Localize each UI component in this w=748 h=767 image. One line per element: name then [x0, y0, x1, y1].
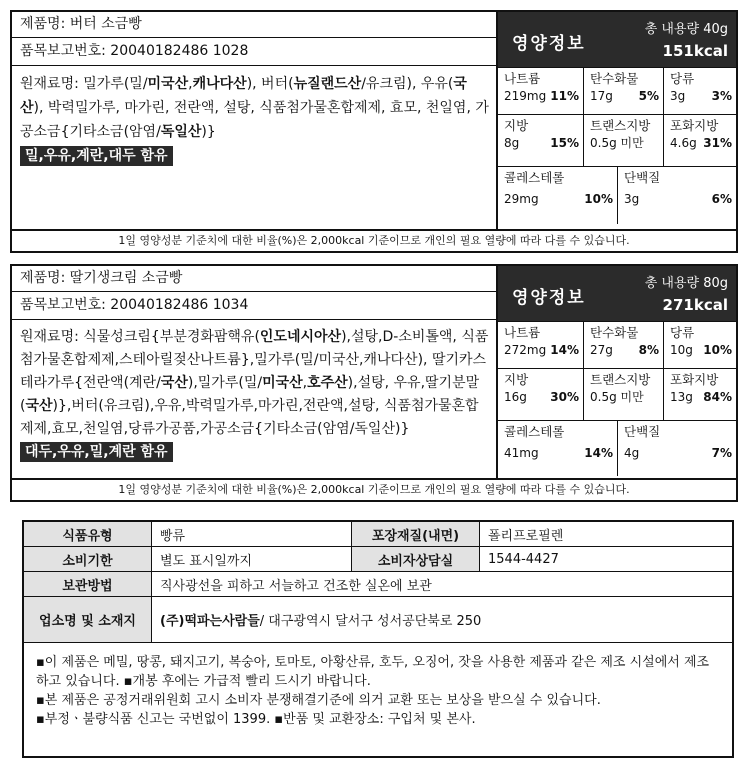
nutrient-fat: 지방 16g 30% — [498, 369, 584, 420]
expiry-value: 별도 표시일까지 — [152, 547, 352, 571]
nutrient-trans-fat: 트랜스지방 0.5g 미만 — [584, 369, 664, 420]
nutrition-row — [498, 68, 736, 115]
ingredients-text: ), 박력밀가루, 마가린, 전란액, 설탕, 식품첨가물혼합제제, 효모, 천일염, 가공소금{기타소금(암염/ — [20, 100, 489, 140]
note-compensation: ▪본 제품은 공정거래위원회 고시 소비자 분쟁해결기준에 의거 교환 또는 보상을 받으실 수 있습니다. — [36, 693, 601, 708]
info-row-food-type — [24, 522, 732, 547]
ingredients — [12, 66, 496, 168]
nutrition-row — [498, 167, 736, 224]
nutrition-row — [498, 115, 736, 167]
label-strawberry-cream-salt-bread — [10, 264, 738, 502]
product-name: 제품명: 버터 소금빵 — [12, 12, 496, 38]
nutrient-saturated-fat: 포화지방 13g 84% — [670, 372, 732, 404]
consumer-center-value: 1544-4427 — [488, 551, 559, 567]
nutrition-row — [498, 421, 736, 476]
report-number: 품목보고번호: 20040182486 1028 — [12, 38, 496, 66]
allergen-badge: 대두,우유,밀,계란 함유 — [20, 442, 173, 462]
caution-notes — [24, 643, 732, 739]
nutrient-sugar: 당류 10g 10% — [670, 325, 732, 357]
report-number: 품목보고번호: 20040182486 1034 — [12, 292, 496, 320]
nutrient-cholesterol: 콜레스테롤 41mg 14% — [498, 421, 618, 476]
storage-value: 직사광선을 피하고 서늘하고 건조한 실온에 보관 — [160, 578, 432, 594]
ingredients-text: 원재료명: 밀가루(밀/ — [20, 76, 148, 92]
nutrient-carbs: 탄수화물 27g 8% — [584, 322, 664, 368]
kcal-value: 151kcal — [662, 42, 728, 60]
ingredients-origin: 캐나다산 — [192, 76, 247, 92]
nutrition-panel — [498, 266, 736, 476]
ingredients-text: , — [188, 76, 193, 92]
company-value — [152, 597, 732, 642]
nutrition-grid — [498, 322, 736, 476]
total-amount: 총 내용량 40g — [644, 22, 728, 37]
ingredients-origin: 국산 — [25, 398, 53, 414]
food-type-label: 식품유형 — [24, 522, 152, 546]
ingredients-origin: 인도네시아산 — [259, 329, 342, 345]
packaging-label: 포장재질(내면) — [352, 522, 480, 546]
nutrient-sodium: 나트륨 219mg 11% — [498, 68, 584, 114]
ingredients — [12, 320, 496, 464]
consumer-center-label: 소비자상담실 — [352, 547, 480, 571]
ingredients-text: /유크림), 우유( — [361, 76, 454, 92]
nutrient-saturated-fat: 포화지방 4.6g 31% — [670, 118, 732, 150]
nutrition-title: 영양정보 — [512, 288, 586, 308]
company-label: 업소명 및 소재지 — [24, 597, 152, 642]
nutrition-row — [498, 369, 736, 421]
nutrient-protein: 단백질 4g 7% — [624, 424, 732, 460]
ingredients-text: )} — [201, 124, 216, 140]
daily-value-note: 1일 영양성분 기준치에 대한 비율(%)은 2,000kcal 기준이므로 개인의 필요 열량에 따라 다를 수 있습니다. — [12, 229, 736, 251]
nutrition-header — [498, 266, 736, 322]
nutrition-header — [498, 12, 736, 68]
storage-label: 보관방법 — [24, 572, 152, 596]
product-info-table — [22, 520, 734, 758]
ingredients-text: )},버터(유크림),우유,박력밀가루,마가린,전란액,설탕, 식품첨가물혼합제제,효모,천일염,당류가공품,가공소금{기타소금(암염/독일산)} — [20, 398, 479, 437]
ingredients-text: ),밀가루(밀/ — [187, 375, 263, 391]
nutrient-cholesterol: 콜레스테롤 29mg 10% — [498, 167, 618, 224]
ingredients-origin: 뉴질랜드산 — [293, 76, 362, 92]
food-type-value: 빵류 — [152, 522, 352, 546]
ingredients-origin: 국산 — [20, 76, 467, 116]
info-row-company — [24, 597, 732, 643]
ingredients-text: ), 버터( — [246, 76, 294, 92]
total-amount: 총 내용량 80g — [644, 276, 728, 291]
label1-left-column — [12, 12, 498, 251]
ingredients-origin: 미국산 — [147, 76, 189, 92]
expiry-label: 소비기한 — [24, 547, 152, 571]
nutrient-carbs: 탄수화물 17g 5% — [584, 68, 664, 114]
nutrient-sugar: 당류 3g 3% — [670, 71, 732, 103]
nutrient-fat: 지방 8g 15% — [498, 115, 584, 166]
company-address: / 대구광역시 달서구 성서공단북로 250 — [259, 614, 482, 629]
nutrition-grid — [498, 68, 736, 224]
nutrient-trans-fat: 트랜스지방 0.5g 미만 — [584, 115, 664, 166]
nutrition-title: 영양정보 — [512, 34, 586, 54]
ingredients-text: ),설탕,D-소비톨액, 식품첨가물혼합제제,스테아릴젖산나트륨},밀가루(밀/미국산,캐나다산), 딸기카스테라가루{전란액(계란/ — [20, 329, 489, 391]
note-allergen-facility: ▪이 제품은 메밀, 땅콩, 돼지고기, 복숭아, 토마토, 아황산류, 호두, 오징어, 잣을 사용한 제품과 같은 제조 시설에서 제조하고 있습니다. ▪개봉 후에는 가급적 빨리 드시기 바랍니다. — [36, 655, 710, 689]
ingredients-origin: 호주산 — [307, 375, 348, 391]
ingredients-text: 원재료명: 식물성크림{부분경화팜핵유( — [20, 329, 260, 345]
nutrient-sodium: 나트륨 272mg 14% — [498, 322, 584, 368]
kcal-value: 271kcal — [662, 296, 728, 314]
ingredients-text: ),설탕, 우유,딸기분말( — [20, 375, 480, 414]
nutrient-protein: 단백질 3g 6% — [624, 170, 732, 206]
info-row-expiry — [24, 547, 732, 572]
label-butter-salt-bread — [10, 10, 738, 253]
ingredients-origin: 미국산 — [262, 375, 303, 391]
ingredients-origin: 국산 — [160, 375, 188, 391]
ingredients-text: , — [302, 375, 308, 391]
allergen-badge: 밀,우유,계란,대두 함유 — [20, 146, 173, 166]
nutrition-panel — [498, 12, 736, 224]
nutrition-row — [498, 322, 736, 369]
note-report-return: ▪부정ㆍ불량식품 신고는 국번없이 1399. ▪반품 및 교환장소: 구입처 및 본사. — [36, 712, 476, 727]
ingredients-origin: 독일산 — [160, 124, 202, 140]
label2-left-column — [12, 266, 498, 500]
product-name: 제품명: 딸기생크림 소금빵 — [12, 266, 496, 292]
info-row-storage — [24, 572, 732, 597]
company-name: (주)떡파는사람들 — [160, 614, 260, 629]
daily-value-note: 1일 영양성분 기준치에 대한 비율(%)은 2,000kcal 기준이므로 개인의 필요 열량에 따라 다를 수 있습니다. — [12, 478, 736, 500]
packaging-value: 폴리프로필렌 — [488, 528, 564, 544]
